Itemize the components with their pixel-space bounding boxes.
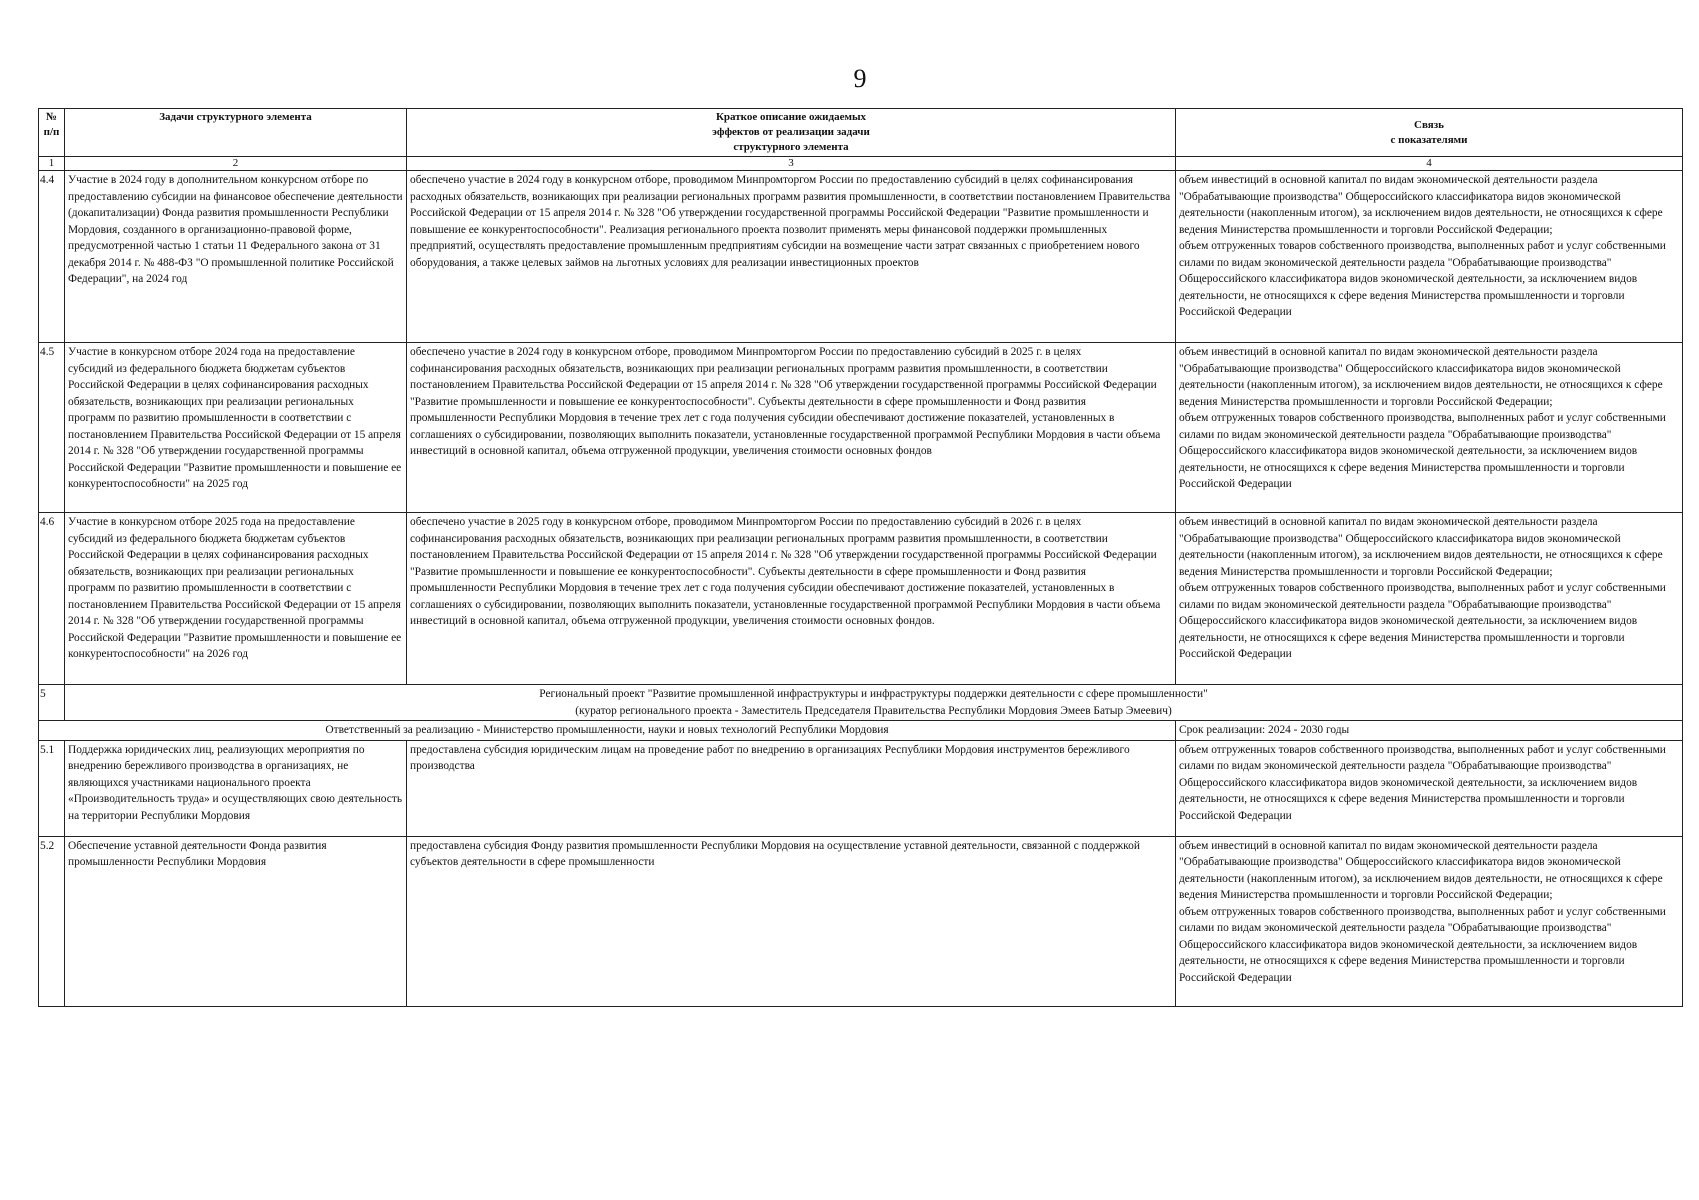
header-row	[39, 109, 1683, 157]
project-responsible: Ответственный за реализацию - Министерство промышленности, науки и новых технологий Республики Мордовия	[39, 721, 1176, 741]
column-number: 4	[1176, 157, 1683, 171]
effect-cell: предоставлена субсидия юридическим лицам на проведение работ по внедрению в организациях Республики Мордовия инструментов бережливого производства	[407, 740, 1176, 836]
column-number: 1	[39, 157, 65, 171]
table-row	[39, 343, 1683, 513]
tasks-table	[38, 108, 1683, 1007]
row-number: 5.1	[39, 740, 65, 836]
indicators-cell: объем инвестиций в основной капитал по видам экономической деятельности раздела "Обрабатывающие производства" Общероссийского классификатора видов экономической деятельности (накопленным итогом), за исключением видов деятельности, не относящихся к сфере ведения Министерства промышленности и торговли Российской Федерации; объем отгруженных товаров собственного производства, выполненных работ и услуг собственными силами по видам экономической деятельности раздела "Обрабатывающие производства" Общероссийского классификатора видов экономической деятельности, за исключением видов деятельности, не относящихся к сфере ведения Министерства промышленности и торговли Российской Федерации	[1176, 343, 1683, 513]
project-number: 5	[39, 685, 65, 721]
indicators-cell: объем инвестиций в основной капитал по видам экономической деятельности раздела "Обрабатывающие производства" Общероссийского классификатора видов экономической деятельности (накопленным итогом), за исключением видов деятельности, не относящихся к сфере ведения Министерства промышленности и торговли Российской Федерации; объем отгруженных товаров собственного производства, выполненных работ и услуг собственными силами по видам экономической деятельности раздела "Обрабатывающие производства" Общероссийского классификатора видов экономической деятельности, за исключением видов деятельности, не относящихся к сфере ведения Министерства промышленности и торговли Российской Федерации	[1176, 171, 1683, 343]
table-row	[39, 171, 1683, 343]
header-col-effect: Краткое описание ожидаемых эффектов от реализации задачи структурного элемента	[407, 109, 1176, 157]
column-number: 3	[407, 157, 1176, 171]
task-cell: Поддержка юридических лиц, реализующих мероприятия по внедрению бережливого производства в организациях, не являющихся участниками национального проекта «Производительность труда» и осуществляющих свою деятельность на территории Республики Мордовия	[65, 740, 407, 836]
row-number: 5.2	[39, 836, 65, 1006]
effect-cell: предоставлена субсидия Фонду развития промышленности Республики Мордовия на осуществление уставной деятельности, связанной с поддержкой субъектов деятельности в сфере промышленности	[407, 836, 1176, 1006]
indicators-cell: объем инвестиций в основной капитал по видам экономической деятельности раздела "Обрабатывающие производства" Общероссийского классификатора видов экономической деятельности (накопленным итогом), за исключением видов деятельности, не относящихся к сфере ведения Министерства промышленности и торговли Российской Федерации; объем отгруженных товаров собственного производства, выполненных работ и услуг собственными силами по видам экономической деятельности раздела "Обрабатывающие производства" Общероссийского классификатора видов экономической деятельности, за исключением видов деятельности, не относящихся к сфере ведения Министерства промышленности и торговли Российской Федерации	[1176, 513, 1683, 685]
header-col-task: Задачи структурного элемента	[65, 109, 407, 157]
effect-cell: обеспечено участие в 2024 году в конкурсном отборе, проводимом Минпромторгом России по предоставлению субсидий в целях софинансирования расходных обязательств, возникающих при реализации региональных программ развития промышленности, в соответствии постановлением Правительства Российской Федерации от 15 апреля 2014 г. № 328 "Об утверждении государственной программы Российской Федерации "Развитие промышленности и повышение ее конкурентоспособности". Реализация регионального проекта позволит применять меры финансовой поддержки промышленных предприятий, осуществлять предоставление промышленным предприятиям субсидии на возмещение части затрат связанных с приобретением нового оборудования, а также целевых займов на льготных условиях для реализации инвестиционных проектов	[407, 171, 1176, 343]
row-number: 4.5	[39, 343, 65, 513]
effect-cell: обеспечено участие в 2025 году в конкурсном отборе, проводимом Минпромторгом России по предоставлению субсидий в 2026 г. в целях софинансирования расходных обязательств, возникающих при реализации региональных программ развития промышленности, в соответствии постановлением Правительства Российской Федерации от 15 апреля 2014 г. № 328 "Об утверждении государственной программы Российской Федерации "Развитие промышленности и повышение ее конкурентоспособности". Субъекты деятельности в сфере промышленности и Фонд развития промышленности Республики Мордовия в течение трех лет с года получения субсидии обеспечивают достижение показателей, установленных в соглашениях о субсидировании, позволяющих выполнить показатели, установленные государственной программой Республики Мордовия в части объема инвестиций в основной капитал, объема отгруженной продукции, увеличения стоимости основных фондов.	[407, 513, 1176, 685]
page-number: 9	[853, 64, 867, 93]
task-cell: Обеспечение уставной деятельности Фонда развития промышленности Республики Мордовия	[65, 836, 407, 1006]
task-cell: Участие в 2024 году в дополнительном конкурсном отборе по предоставлению субсидии на финансовое обеспечение деятельности (докапитализации) Фонда развития промышленности Республики Мордовия, созданного в организационно-правовой форме, предусмотренной частью 1 статьи 11 Федерального закона от 31 декабря 2014 г. № 488-ФЗ "О промышленной политике Российской Федерации", на 2024 год	[65, 171, 407, 343]
column-number: 2	[65, 157, 407, 171]
indicators-cell: объем отгруженных товаров собственного производства, выполненных работ и услуг собственными силами по видам экономической деятельности раздела "Обрабатывающие производства" Общероссийского классификатора видов экономической деятельности, за исключением видов деятельности, не относящихся к сфере ведения Министерства промышленности и торговли Российской Федерации	[1176, 740, 1683, 836]
table-row	[39, 836, 1683, 1006]
task-cell: Участие в конкурсном отборе 2025 года на предоставление субсидий из федерального бюджета бюджетам субъектов Российской Федерации в целях софинансирования расходных обязательств, возникающих при реализации региональных программ по развитию промышленности в соответствии с постановлением Правительства Российской Федерации от 15 апреля 2014 г. № 328 "Об утверждении государственной программы Российской Федерации "Развитие промышленности и повышение ее конкурентоспособности" на 2026 год	[65, 513, 407, 685]
table-row	[39, 513, 1683, 685]
project-term: Срок реализации: 2024 - 2030 годы	[1176, 721, 1683, 741]
effect-cell: обеспечено участие в 2024 году в конкурсном отборе, проводимом Минпромторгом России по предоставлению субсидий в 2025 г. в целях софинансирования расходных обязательств, возникающих при реализации региональных программ развития промышленности, в соответствии постановлением Правительства Российской Федерации от 15 апреля 2014 г. № 328 "Об утверждении государственной программы Российской Федерации "Развитие промышленности и повышение ее конкурентоспособности". Субъекты деятельности в сфере промышленности и Фонд развития промышленности Республики Мордовия в течение трех лет с года получения субсидии обеспечивают достижение показателей, установленных в соглашениях о субсидировании, позволяющих выполнить показатели, установленные государственной программой Республики Мордовия в части объема инвестиций в основной капитал, объема отгруженной продукции, увеличения стоимости основных фондов	[407, 343, 1176, 513]
task-cell: Участие в конкурсном отборе 2024 года на предоставление субсидий из федерального бюджета бюджетам субъектов Российской Федерации в целях софинансирования расходных обязательств, возникающих при реализации региональных программ по развитию промышленности в соответствии с постановлением Правительства Российской Федерации от 15 апреля 2014 г. № 328 "Об утверждении государственной программы Российской Федерации "Развитие промышленности и повышение ее конкурентоспособности" на 2025 год	[65, 343, 407, 513]
project-curator: (куратор регионального проекта - Заместитель Председателя Правительства Республики Мордовия Эмеев Батыр Эмеевич)	[575, 704, 1172, 717]
row-number: 4.4	[39, 171, 65, 343]
table-row	[39, 740, 1683, 836]
project-title: Региональный проект "Развитие промышленной инфраструктуры и инфраструктуры поддержки деятельности с сфере промышленности"	[539, 688, 1208, 700]
project-responsible-row	[39, 721, 1683, 741]
column-numbers-row	[39, 157, 1683, 171]
row-number: 4.6	[39, 513, 65, 685]
project-title-cell	[65, 685, 1683, 721]
header-col-indicators: Связь с показателями	[1176, 109, 1683, 157]
project-row	[39, 685, 1683, 721]
indicators-cell: объем инвестиций в основной капитал по видам экономической деятельности раздела "Обрабатывающие производства" Общероссийского классификатора видов экономической деятельности (накопленным итогом), за исключением видов деятельности, не относящихся к сфере ведения Министерства промышленности и торговли Российской Федерации; объем отгруженных товаров собственного производства, выполненных работ и услуг собственными силами по видам экономической деятельности раздела "Обрабатывающие производства" Общероссийского классификатора видов экономической деятельности, за исключением видов деятельности, не относящихся к сфере ведения Министерства промышленности и торговли Российской Федерации	[1176, 836, 1683, 1006]
header-col-number: № п/п	[39, 109, 65, 157]
